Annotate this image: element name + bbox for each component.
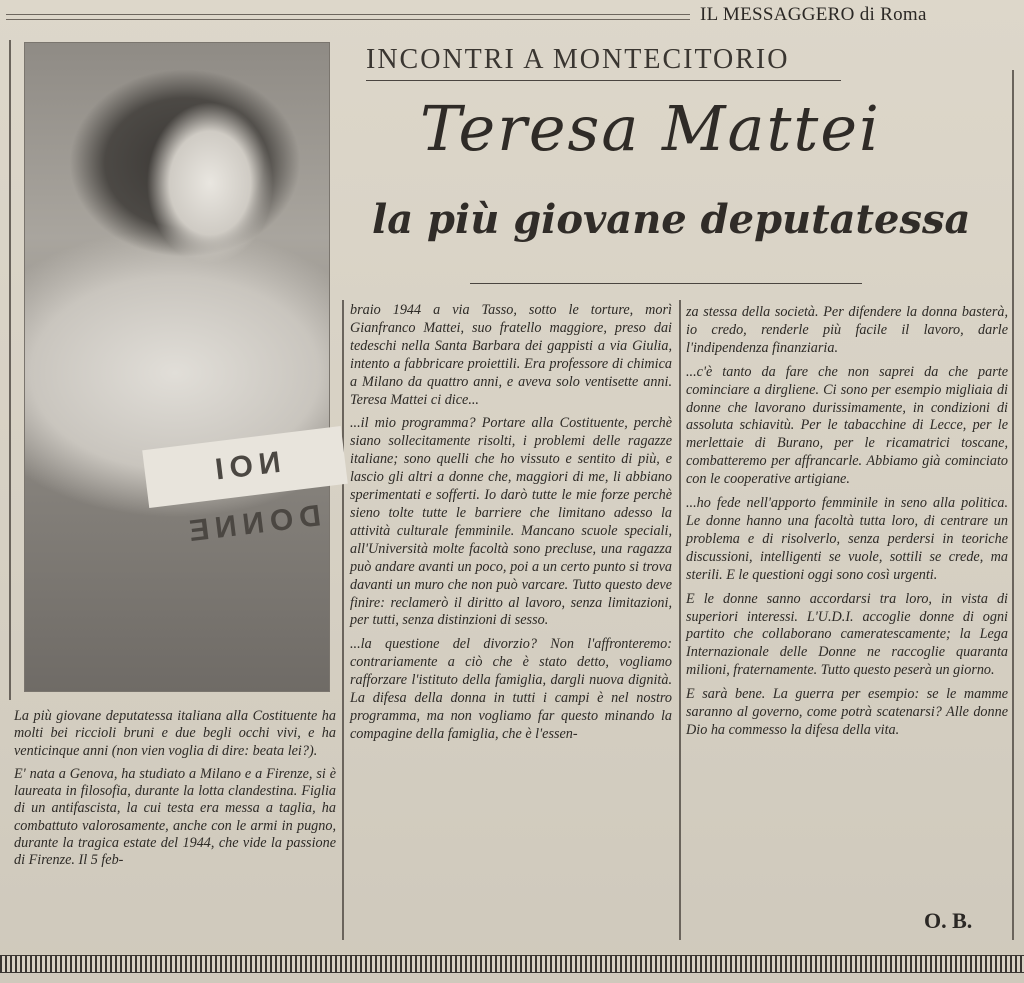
paragraph: E sarà bene. La guerra per esempio: se le mamme saranno al governo, come potrà scatenarsi? Alle donne Dio ha commesso la difesa della vita. [686, 686, 1008, 738]
column-right [686, 304, 1008, 746]
paragraph: ...il mio programma? Portare alla Costituente, perchè siano sollecitamente risolti, i problemi delle ragazze italiane; sono quelli che ho vissuto e sentito di più, e lascio gli altri a donne che, maggiori di me, li abbiano sperimentati e sofferti. Io darò tutte le mie forze perchè sieno tolte tutte le barriere che limitano adesso la attività culturale femminile. Mancano scuole speciali, all'Università molte facoltà sono precluse, una ragazza può andare avanti un poco, poi a un certo punto si trova davanti un muro che non può varcare. Tutto questo deve finire: reclamerò il diritto al lavoro, senza limitazioni, per tutti, senza distinzioni di sesso. [350, 415, 672, 629]
column-divider-right [679, 300, 681, 940]
paragraph: ...la questione del divorzio? Non l'affronteremo: contrariamente a ciò che è stato detto, vogliamo rafforzare l'istituto della famiglia, dargli nuova dignità. La difesa della donna in tutti i campi è nel nostro programma, ma non vogliamo far questo minando la compagine della famiglia, che è l'essen- [350, 636, 672, 742]
bottom-rule [0, 955, 1024, 973]
title-rule [470, 283, 862, 284]
paragraph: La più giovane deputatessa italiana alla Costituente ha molti bei riccioli bruni e due begli occhi vivi, e ha venticinque anni (non vien voglia di dire: beata lei?). [14, 708, 336, 759]
column-divider-edge [1012, 70, 1014, 940]
column-divider-middle [342, 300, 344, 940]
paragraph: braio 1944 a via Tasso, sotto le torture, morì Gianfranco Mattei, suo fratello maggiore, preso dai tedeschi nella Santa Barbara dei gappisti a via Giulia, intento a fabbricare proiettili. Era professore di chimica a Milano da quattro anni, e aveva solo ventisette anni. Teresa Mattei ci dice... [350, 302, 672, 408]
portrait-photo [24, 42, 330, 692]
headline: Teresa Mattei [420, 92, 881, 165]
masthead: IL MESSAGGERO di Roma [700, 4, 927, 25]
masthead-rule [6, 14, 690, 20]
column-left [14, 708, 336, 876]
paragraph: E le donne sanno accordarsi tra loro, in vista di superiori interessi. L'U.D.I. accoglie donne di ogni partito che collaborano cameratescamente; la Lega Internazionale delle Donne ne raccoglie quaranta milioni, fraternamente. Tutto questo peserà un giorno. [686, 590, 1008, 679]
paragraph: E' nata a Genova, ha studiato a Milano e a Firenze, si è laureata in filosofia, durante la lotta clandestina. Figlia di un antifascista, la cui testa era messa a taglia, ha combattuto valorosamente, anche con le armi in pugno, durante la tragica estate del 1944, che vide la passione di Firenze. Il 5 feb- [14, 765, 336, 869]
paragraph: ...ho fede nell'apporto femminile in seno alla politica. Le donne hanno una facoltà tutta loro, di centrare un problema e di risolverlo, senza perdersi in teoriche discussioni, intelligenti se vuole, sottili se crede, ma sterili. E le questioni oggi sono così urgenti. [686, 495, 1008, 583]
paragraph: za stessa della società. Per difendere la donna basterà, io credo, renderle più facile il lavoro, darle l'indipendenza finanziaria. [686, 304, 1008, 356]
subheadline: la più giovane deputatessa [372, 196, 971, 243]
column-divider-left [9, 40, 11, 700]
column-middle [350, 302, 672, 750]
photo-magazine-banner [142, 426, 348, 549]
photo-banner-text: NOI DONNE [181, 445, 323, 549]
paragraph: ...c'è tanto da fare che non saprei da che parte cominciare a dirgliene. Ci sono per esempio migliaia di donne che lavorano durissimamente, in condizioni di assoluta schiavitù. Per le tabacchine di Lecce, per le merlettaie di Burano, per le ricamatrici toscane, combatteremo per affrancarle. Abbiamo già cominciato con le cooperative artigiane. [686, 363, 1008, 488]
author-signature: O. B. [924, 908, 973, 933]
kicker: INCONTRI A MONTECITORIO [366, 44, 841, 81]
